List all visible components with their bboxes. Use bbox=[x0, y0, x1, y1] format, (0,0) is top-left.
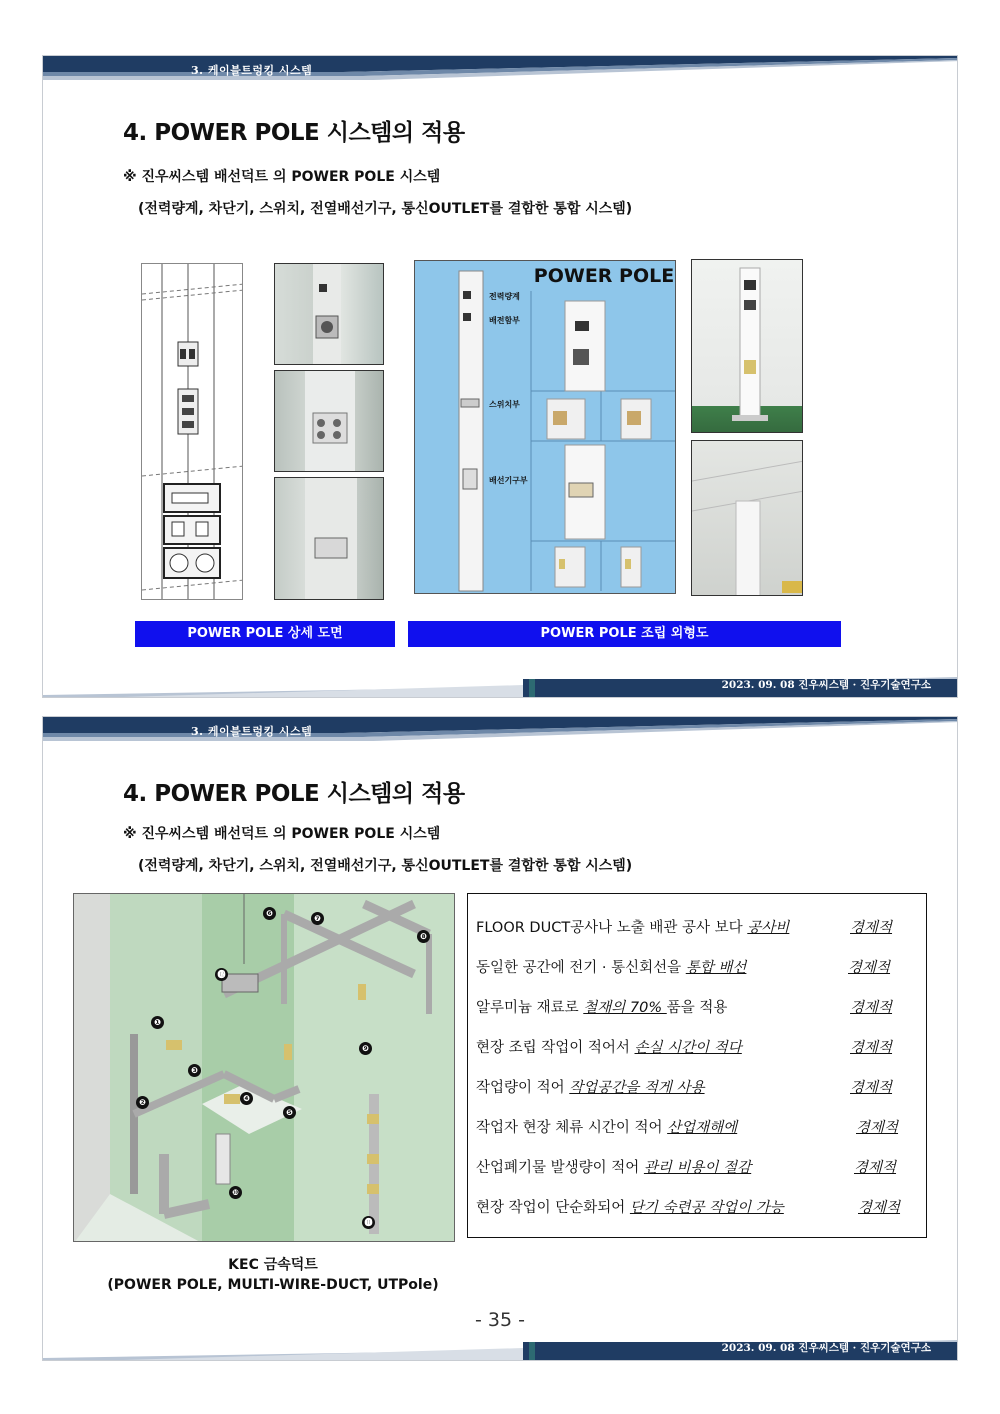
section-header: 3. 케이블트렁킹 시스템 bbox=[191, 725, 313, 738]
label-outlet: 배선기구부 bbox=[489, 476, 528, 485]
callout-7: ❼ bbox=[311, 912, 324, 925]
callout-6: ❻ bbox=[263, 907, 276, 920]
callout-3: ❸ bbox=[188, 1064, 201, 1077]
caption-detail-drawing: POWER POLE 상세 도면 bbox=[135, 621, 395, 647]
slide-header-bar bbox=[43, 56, 957, 82]
callout-8: ❽ bbox=[417, 930, 430, 943]
pole-installed-photo bbox=[691, 259, 803, 433]
kec-duct-illustration bbox=[73, 893, 455, 1242]
pole-photo-bottom bbox=[274, 477, 384, 600]
economics-item: 작업자 현장 체류 시간이 적어 산업재해에 경제적 bbox=[476, 1120, 899, 1136]
economics-list bbox=[467, 893, 927, 1238]
subtitle-line-2: (전력량계, 차단기, 스위치, 전열배선기구, 통신OUTLET를 결합한 통합 시스템) bbox=[138, 201, 633, 217]
label-switch: 스위치부 bbox=[489, 400, 520, 409]
label-panel: 배전함부 bbox=[489, 316, 520, 325]
figure-caption-line-2: (POWER POLE, MULTI-WIRE-DUCT, UTPole) bbox=[107, 1277, 439, 1293]
power-pole-detail-drawing bbox=[141, 263, 243, 600]
diagram-heading: POWER POLE bbox=[533, 265, 675, 287]
slide-2 bbox=[42, 716, 958, 1361]
figure-caption bbox=[73, 1255, 473, 1295]
page-number: - 35 - bbox=[475, 1309, 525, 1331]
slide-1 bbox=[42, 55, 958, 698]
economics-item: 산업폐기물 발생량이 적어 관리 비용이 절감 경제적 bbox=[476, 1160, 897, 1176]
callout-10: ❿ bbox=[229, 1186, 242, 1199]
callout-1: ❶ bbox=[151, 1016, 164, 1029]
page-title: 4. POWER POLE 시스템의 적용 bbox=[123, 781, 465, 807]
pole-photo-top bbox=[274, 263, 384, 365]
power-pole-assembly-diagram bbox=[414, 260, 676, 594]
economics-item: FLOOR DUCT공사나 노출 배관 공사 보다 공사비 경제적 bbox=[476, 920, 893, 936]
footer-text: 2023. 09. 08 진우씨스템 · 진우기술연구소 bbox=[721, 1342, 931, 1354]
caption-assembly: POWER POLE 조립 외형도 bbox=[408, 621, 841, 647]
callout-4: ❹ bbox=[240, 1092, 253, 1105]
economics-item: 현장 작업이 단순화되어 단기 숙련공 작업이 가능 경제적 bbox=[476, 1200, 901, 1216]
section-header: 3. 케이블트렁킹 시스템 bbox=[191, 64, 313, 77]
figure-caption-line-1: KEC 금속덕트 bbox=[228, 1257, 318, 1273]
subtitle-line-1: ※ 진우씨스템 배선덕트 의 POWER POLE 시스템 bbox=[123, 826, 441, 842]
pole-photo-middle bbox=[274, 370, 384, 472]
footer-text: 2023. 09. 08 진우씨스템 · 진우기술연구소 bbox=[721, 679, 931, 691]
economics-item: 현장 조립 작업이 적어서 손실 시간이 적다 경제적 bbox=[476, 1040, 893, 1056]
callout-5: ❺ bbox=[283, 1106, 296, 1119]
callout-11: ⓫ bbox=[362, 1216, 375, 1229]
callout-2: ❷ bbox=[136, 1096, 149, 1109]
economics-item: 알루미늄 재료로 철재의 70% 품을 적용 경제적 bbox=[476, 1000, 893, 1016]
economics-item: 작업량이 적어 작업공간을 적게 사용 경제적 bbox=[476, 1080, 893, 1096]
slide-header-bar bbox=[43, 717, 957, 743]
label-meter: 전력량계 bbox=[489, 292, 520, 301]
callout-12: ⓬ bbox=[215, 968, 228, 981]
subtitle-line-1: ※ 진우씨스템 배선덕트 의 POWER POLE 시스템 bbox=[123, 169, 441, 185]
slide-footer bbox=[43, 1332, 957, 1360]
slide-footer bbox=[43, 669, 957, 697]
subtitle-line-2: (전력량계, 차단기, 스위치, 전열배선기구, 통신OUTLET를 결합한 통합 시스템) bbox=[138, 858, 633, 874]
ceiling-mount-photo bbox=[691, 440, 803, 596]
page-title: 4. POWER POLE 시스템의 적용 bbox=[123, 120, 465, 146]
callout-9: ❾ bbox=[359, 1042, 372, 1055]
economics-item: 동일한 공간에 전기 · 통신회선을 통합 배선 경제적 bbox=[476, 960, 891, 976]
